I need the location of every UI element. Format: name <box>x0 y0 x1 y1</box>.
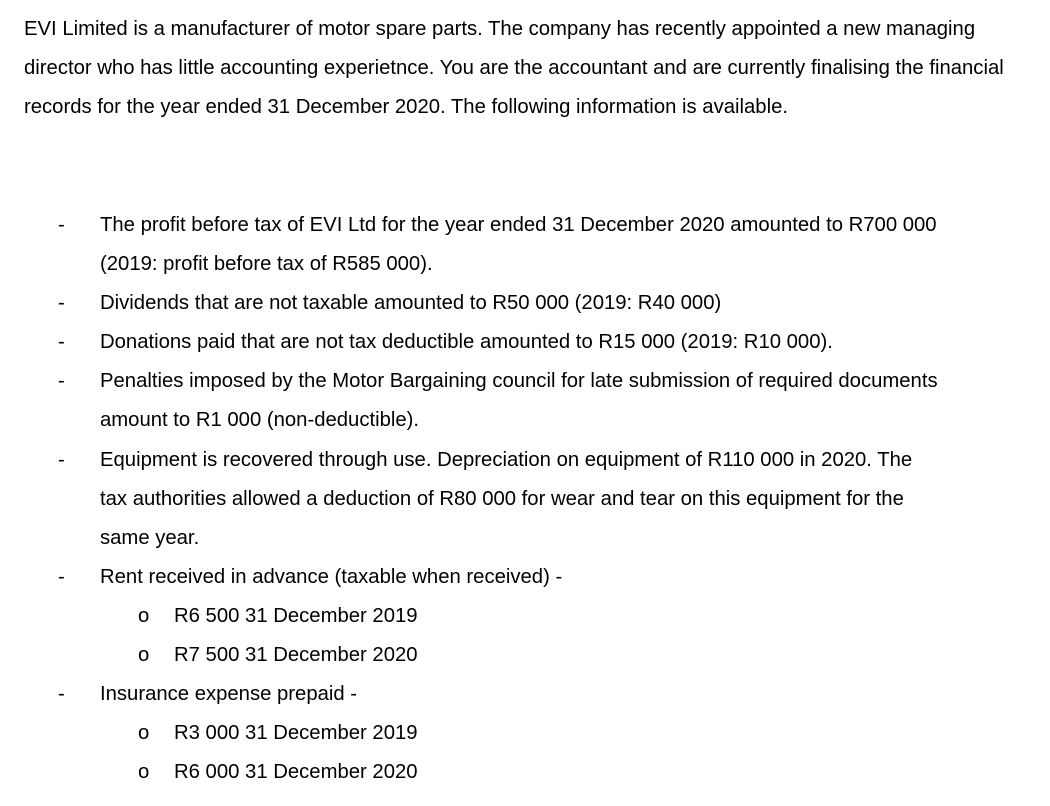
list-item-text: (2019: profit before tax of R585 000). <box>100 253 433 275</box>
sub-list-item-text: R7 500 31 December 2020 <box>174 644 418 666</box>
sub-bullet-circle: o <box>138 644 150 666</box>
list-item <box>0 441 1050 480</box>
intro-paragraph: EVI Limited is a manufacturer of motor spare parts. The company has recently appointed a new managing director who has little accounting experietnce. You are the accountant and are currently finalising the financial records for the year ended 31 December 2020. The following information is available. <box>24 18 1004 118</box>
sub-bullet-circle: o <box>138 605 150 627</box>
list-item-text: Equipment is recovered through use. Depreciation on equipment of R110 000 in 2020. The <box>100 449 913 471</box>
list-item-text: Donations paid that are not tax deductible amounted to R15 000 (2019: R10 000). <box>100 331 833 353</box>
sub-list-item-text: R6 000 31 December 2020 <box>174 761 418 783</box>
bullet-dash: - <box>58 683 65 705</box>
sub-list-item <box>0 597 1050 636</box>
list-item-text: amount to R1 000 (non-deductible). <box>100 409 420 431</box>
list-item-continuation <box>0 245 1050 284</box>
bullet-dash: - <box>58 449 65 471</box>
list-item-continuation <box>0 401 1050 440</box>
sub-list-item <box>0 714 1050 753</box>
bullet-dash: - <box>58 370 65 392</box>
sub-list-item <box>0 636 1050 675</box>
list-item <box>0 675 1050 714</box>
list-item <box>0 206 1050 245</box>
list-item <box>0 362 1050 401</box>
list-item-text: Dividends that are not taxable amounted to R50 000 (2019: R40 000) <box>100 292 722 314</box>
bullet-dash: - <box>58 331 65 353</box>
list-item-text: tax authorities allowed a deduction of R80 000 for wear and tear on this equipment for the <box>100 488 904 510</box>
list-item-text: Insurance expense prepaid - <box>100 683 358 705</box>
bullet-dash: - <box>58 566 65 588</box>
list-item <box>0 284 1050 323</box>
sub-list-item <box>0 753 1050 792</box>
sub-bullet-circle: o <box>138 722 150 744</box>
list-item <box>0 323 1050 362</box>
list-item-continuation <box>0 480 1050 519</box>
list-item-text: same year. <box>100 527 200 549</box>
list-item-text: Rent received in advance (taxable when received) - <box>100 566 563 588</box>
list-item-continuation <box>0 519 1050 558</box>
list-item-text: Penalties imposed by the Motor Bargaining council for late submission of required documents <box>100 370 938 392</box>
sub-bullet-circle: o <box>138 761 150 783</box>
sub-list-item-text: R6 500 31 December 2019 <box>174 605 418 627</box>
sub-list-item-text: R3 000 31 December 2019 <box>174 722 418 744</box>
bullet-dash: - <box>58 214 65 236</box>
list-item-text: The profit before tax of EVI Ltd for the year ended 31 December 2020 amounted to R700 000 <box>100 214 937 236</box>
bullet-dash: - <box>58 292 65 314</box>
list-item <box>0 558 1050 597</box>
